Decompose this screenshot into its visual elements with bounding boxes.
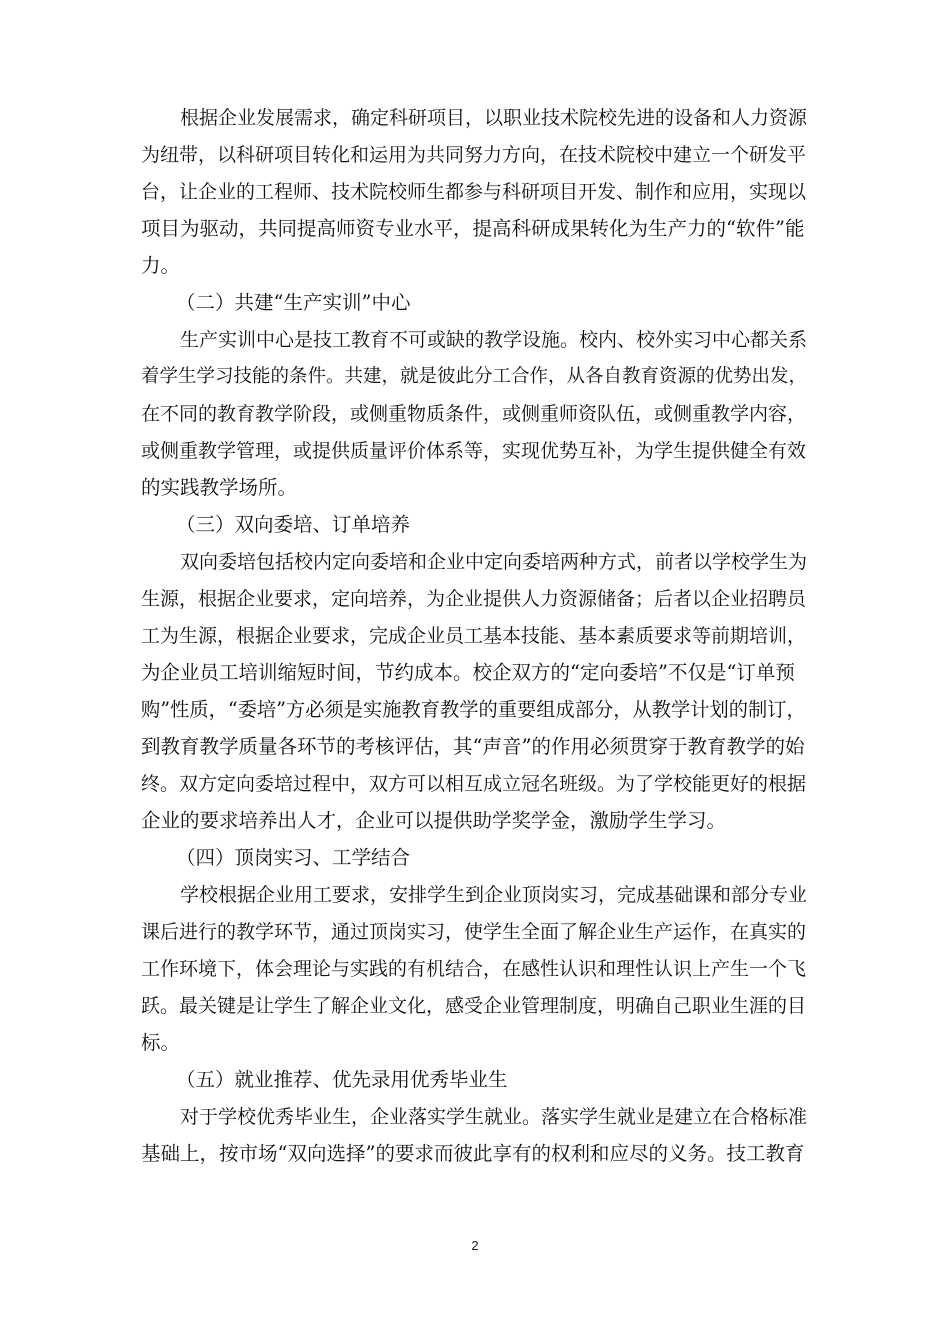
text-line: 工作环境下，体会理论与实践的有机结合，在感性认识和理性认识上产生一个飞: [141, 958, 807, 980]
text-line: 的实践教学场所。: [141, 476, 298, 499]
text-line: 工为生源，根据企业要求，完成企业员工基本技能、基本素质要求等前期培训，: [141, 625, 807, 647]
text-line: 购”性质，“委培”方必须是实施教育教学的重要组成部分，从教学计划的制订，: [141, 698, 806, 721]
text-line: 对于学校优秀毕业生，企业落实学生就业。落实学生就业是建立在合格标准: [180, 1106, 808, 1128]
page-number: 2: [471, 1238, 479, 1253]
text-line: 在不同的教育教学阶段，或侧重物质条件，或侧重师资队伍，或侧重教学内容，: [141, 403, 807, 425]
section-heading: （五）就业推荐、优先录用优秀毕业生: [176, 1068, 508, 1091]
text-line: 项目为驱动，共同提高师资专业水平，提高科研成果转化为生产力的“软件”能: [141, 217, 805, 240]
section-heading: （四）顶岗实习、工学结合: [176, 846, 411, 869]
text-line: 台，让企业的工程师、技术院校师生都参与科研项目开发、制作和应用，实现以: [141, 181, 807, 203]
text-line: 双向委培包括校内定向委培和企业中定向委培两种方式，前者以学校学生为: [180, 551, 808, 573]
text-line: 为企业员工培训缩短时间，节约成本。校企双方的“定向委培”不仅是“订单预: [141, 661, 795, 684]
section-heading: （三）双向委培、订单培养: [176, 513, 411, 536]
text-line: 到教育教学质量各环节的考核评估，其“声音”的作用必须贯穿于教育教学的始: [141, 735, 805, 758]
section-heading: （二）共建“生产实训”中心: [176, 291, 411, 314]
text-line: 课后进行的教学环节，通过顶岗实习，使学生全面了解企业生产运作，在真实的: [141, 921, 807, 943]
text-line: 为纽带，以科研项目转化和运用为共同努力方向，在技术院校中建立一个研发平: [141, 144, 807, 166]
text-line: 生源，根据企业要求，定向培养，为企业提供人力资源储备；后者以企业招聘员: [141, 588, 807, 610]
text-line: 跃。最关键是让学生了解企业文化，感受企业管理制度，明确自己职业生涯的目: [141, 995, 807, 1017]
text-line: 企业的要求培养出人才，企业可以提供助学奖学金，激励学生学习。: [141, 809, 727, 832]
text-line: 着学生学习技能的条件。共建，就是彼此分工合作，从各自教育资源的优势出发，: [141, 366, 808, 387]
text-line: 或侧重教学管理，或提供质量评价体系等，实现优势互补，为学生提供健全有效: [141, 440, 807, 462]
text-line: 力。: [141, 254, 181, 277]
text-line: 学校根据企业用工要求，安排学生到企业顶岗实习，完成基础课和部分专业: [180, 884, 808, 906]
text-line: 标。: [141, 1031, 181, 1054]
text-line: 根据企业发展需求，确定科研项目，以职业技术院校先进的设备和人力资源: [180, 107, 808, 129]
text-line: 生产实训中心是技工教育不可或缺的教学设施。校内、校外实习中心都关系: [180, 329, 808, 351]
text-line: 基础上，按市场“双向选择”的要求而彼此享有的权利和应尽的义务。技工教育: [141, 1142, 805, 1165]
text-line: 终。双方定向委培过程中，双方可以相互成立冠名班级。为了学校能更好的根据: [141, 773, 807, 795]
